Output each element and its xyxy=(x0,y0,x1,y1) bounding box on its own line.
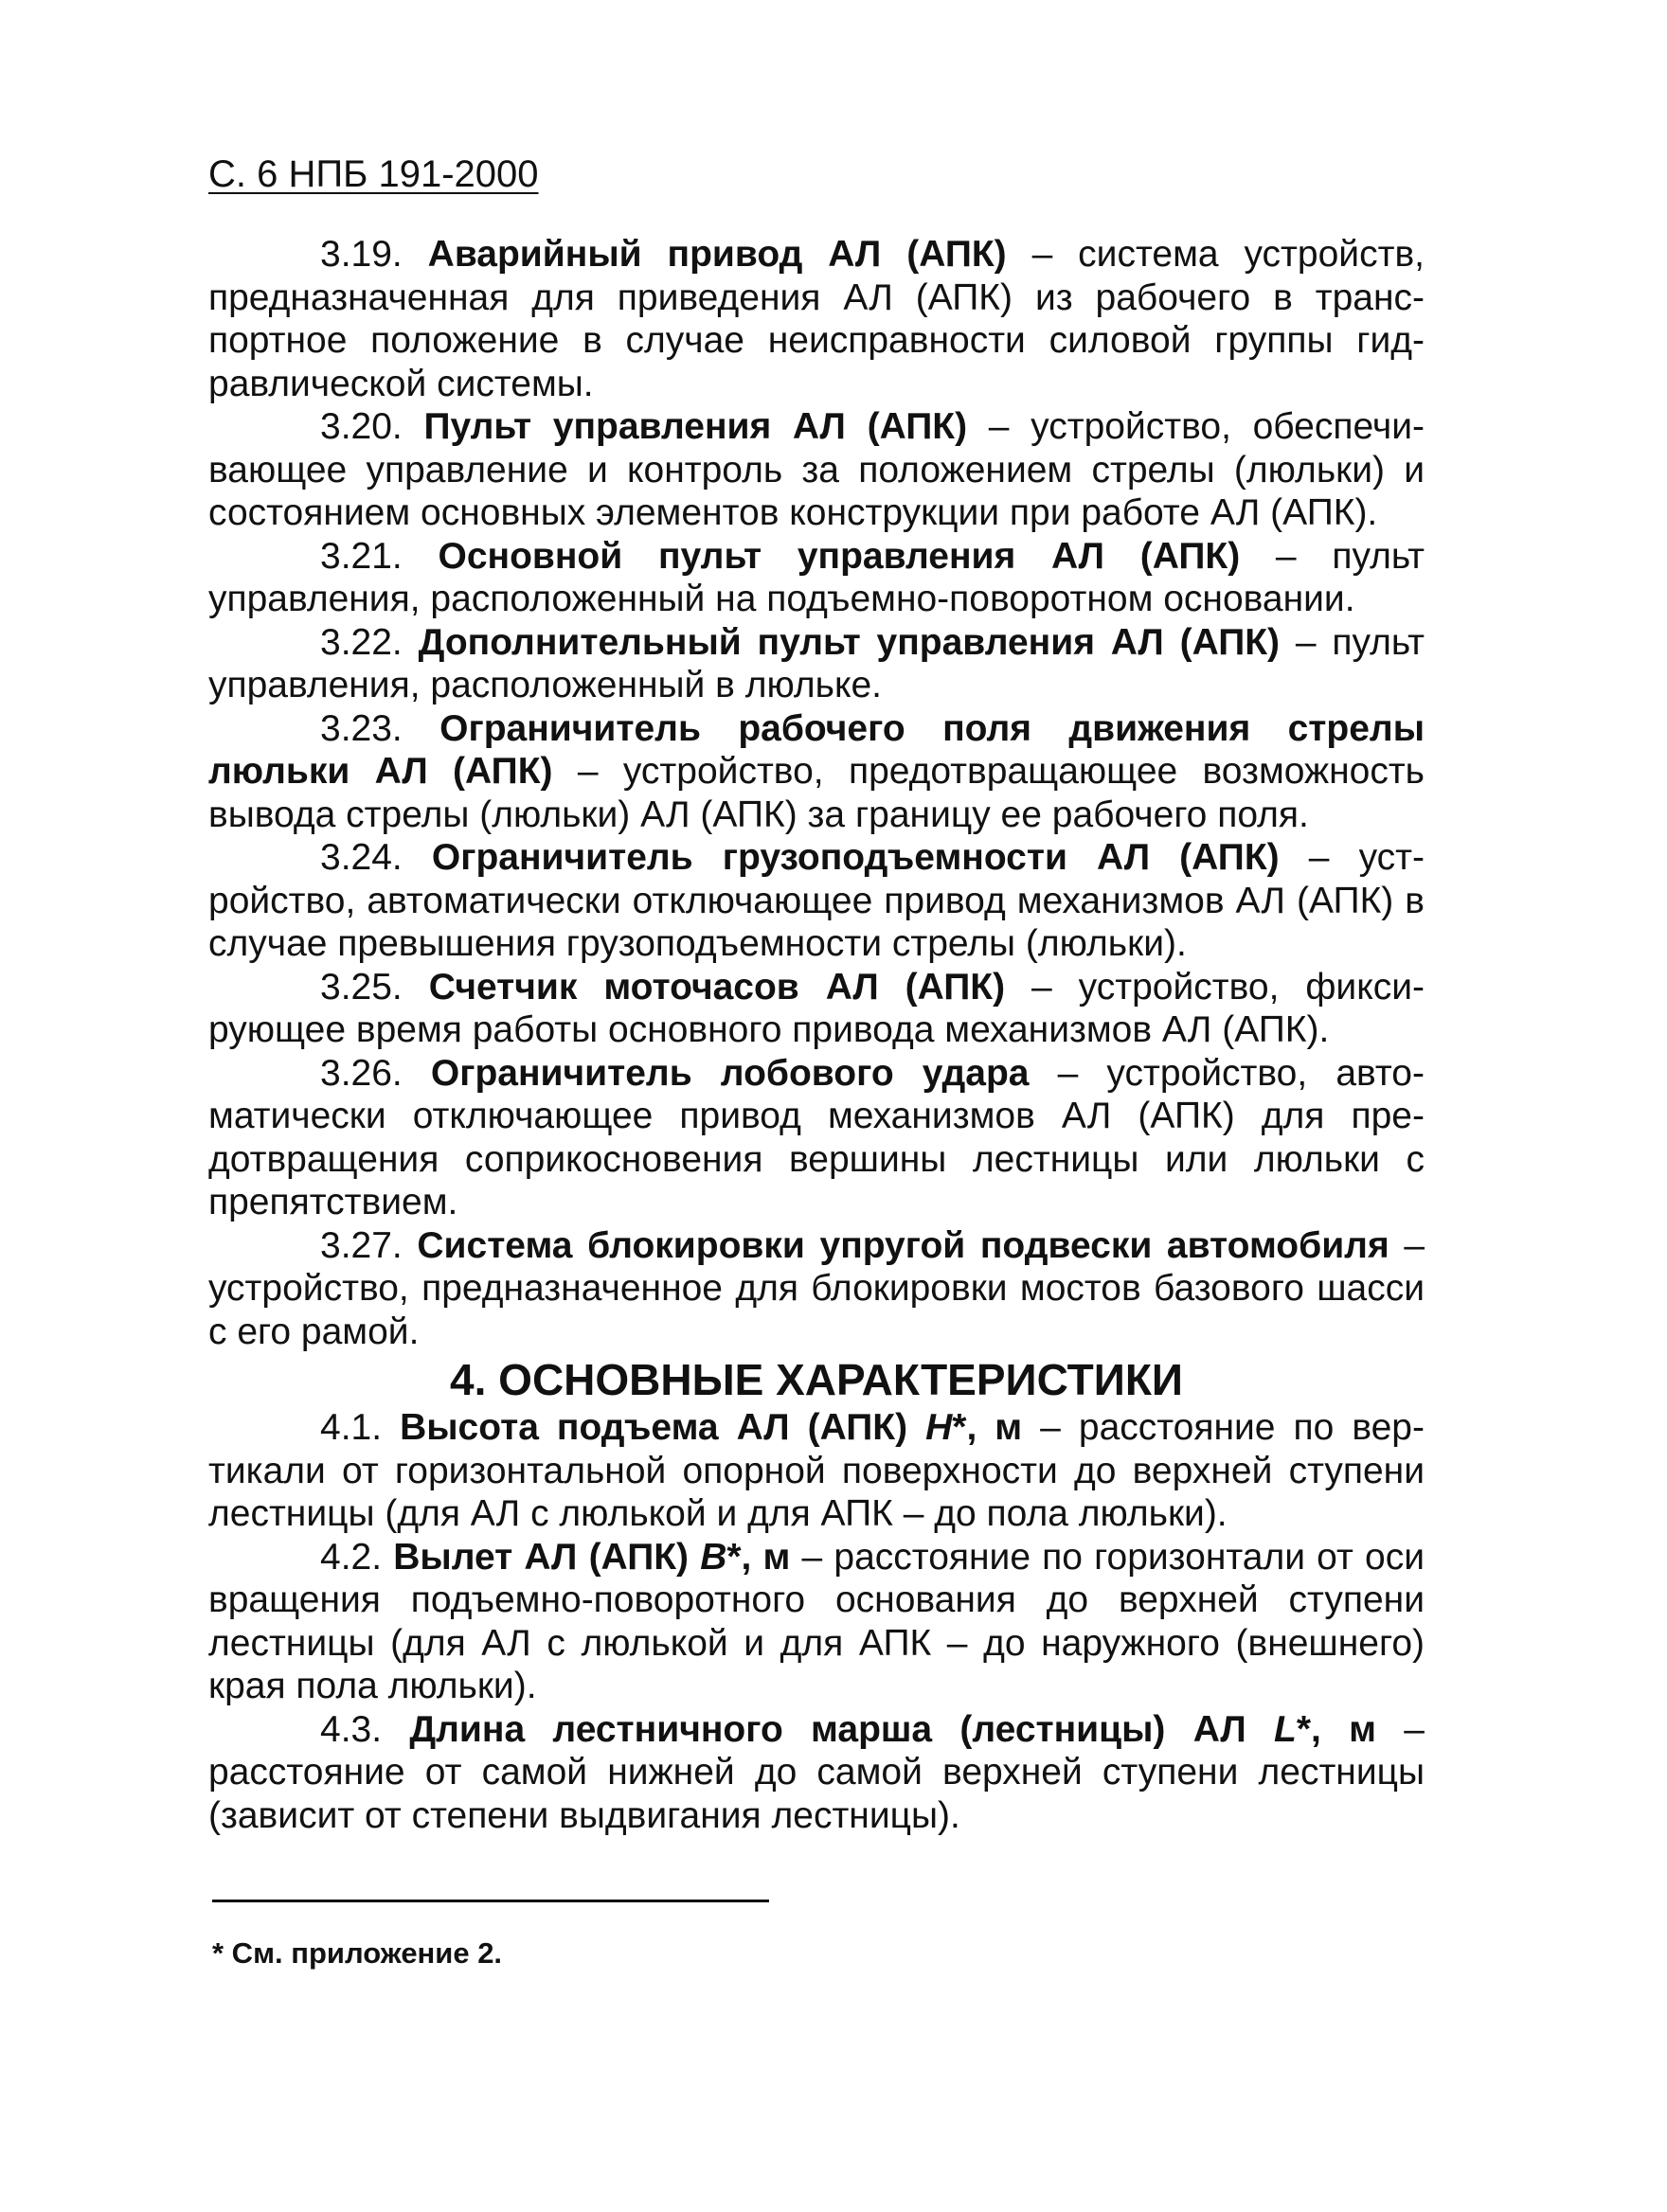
page-header: С. 6 НПБ 191-2000 xyxy=(208,153,539,195)
item-number: 3.24. xyxy=(320,837,403,878)
paragraph-4-3 xyxy=(208,1708,1425,1838)
paragraph-3-23 xyxy=(208,707,1425,837)
term: Пульт управления АЛ (АПК) xyxy=(423,406,968,447)
item-number: 3.26. xyxy=(320,1052,403,1094)
term: Ограничитель лобового удара xyxy=(430,1052,1030,1094)
paragraph-3-25 xyxy=(208,966,1425,1052)
term: Основной пульт управления АЛ (АПК) xyxy=(438,535,1241,577)
item-number: 3.21. xyxy=(320,535,403,577)
footnote-mark: * xyxy=(952,1407,967,1448)
item-number: 3.20. xyxy=(320,406,403,447)
footnote-mark: * xyxy=(1296,1708,1312,1750)
term-symbol: L xyxy=(1274,1708,1297,1750)
paragraph-4-2 xyxy=(208,1536,1425,1708)
definition: – система устройств, предназначенная для приведения АЛ (АПК) из рабочего в транспортное положение в случае неисправности силовой группы гидравлической системы. xyxy=(208,234,1425,404)
section-title: 4. ОСНОВНЫЕ ХАРАКТЕРИСТИКИ xyxy=(450,1355,1183,1404)
item-number: 3.27. xyxy=(320,1224,403,1266)
paragraph-3-24 xyxy=(208,836,1425,966)
definition: – пульт управления, расположенный на подъемно-поворотном основании. xyxy=(208,535,1425,619)
body-text xyxy=(208,233,1425,1837)
paragraph-3-20 xyxy=(208,405,1425,535)
term-text: Длина лестничного марша (лестницы) АЛ xyxy=(409,1708,1274,1750)
paragraph-3-22 xyxy=(208,621,1425,707)
term-unit: , м xyxy=(1311,1708,1376,1750)
term-unit: , м xyxy=(741,1536,791,1578)
term-text: Вылет АЛ (АПК) xyxy=(393,1536,701,1578)
definition: – устройство, предотвращающее возможность вывода стрелы (люльки) АЛ (АПК) за границу ее рабочего поля. xyxy=(208,751,1425,835)
item-number: 3.25. xyxy=(320,966,403,1008)
paragraph-3-26 xyxy=(208,1052,1425,1224)
item-number: 3.19. xyxy=(320,234,403,275)
term: Система блокировки упругой подвески автомобиля xyxy=(417,1224,1389,1266)
term xyxy=(393,1537,790,1578)
term: Аварийный привод АЛ (АПК) xyxy=(427,234,1007,275)
term-text: Высота подъема АЛ (АПК) xyxy=(400,1407,926,1448)
paragraph-3-19 xyxy=(208,233,1425,405)
definition: – устройство, обеспечивающее управление и контроль за положением стрелы (люльки) и состоянием основных элементов конструкции при работе АЛ (АПК). xyxy=(208,406,1425,533)
definition: – устройство, автоматически отключающее привод механизмов АЛ (АПК) в случае превышения грузоподъемности стрелы (люльки). xyxy=(208,837,1425,964)
term: Ограничитель грузоподъемности АЛ (АПК) xyxy=(431,837,1280,878)
paragraph-3-27 xyxy=(208,1224,1425,1354)
term-unit: , м xyxy=(966,1407,1023,1448)
term: Счетчик моточасов АЛ (АПК) xyxy=(428,966,1006,1008)
paragraph-4-1 xyxy=(208,1406,1425,1536)
item-number: 4.2. xyxy=(320,1536,383,1578)
term xyxy=(409,1709,1376,1750)
footnote: * См. приложение 2. xyxy=(212,1936,503,1970)
definition: – расстояние от самой нижней до самой верхней ступени лестницы (зависит от степени выдвигания лестницы). xyxy=(208,1708,1425,1836)
definition: – расстояние по горизонтали от оси вращения подъемно-поворотного основания до верхней ступени лестницы (для АЛ с люлькой и для АПК – до наружного (внешнего) края пола люльки). xyxy=(208,1536,1425,1706)
paragraph-3-21 xyxy=(208,535,1425,621)
item-number: 3.23. xyxy=(320,707,403,749)
footnote-separator xyxy=(212,1900,769,1902)
definition: – устройство, предназначенное для блокировки мостов базового шасси с его рамой. xyxy=(208,1224,1425,1352)
item-number: 3.22. xyxy=(320,621,403,663)
definition: – устройство, автоматически отключающее привод механизмов АЛ (АПК) для предотвращения соприкосновения вершины лестницы или люльки с препятствием. xyxy=(208,1052,1425,1222)
term-symbol: H xyxy=(925,1407,953,1448)
definition: – пульт управления, расположенный в люльке. xyxy=(208,621,1425,705)
item-number: 4.3. xyxy=(320,1708,383,1750)
definition: – устройство, фиксирующее время работы основного привода механизмов АЛ (АПК). xyxy=(208,966,1425,1050)
term: Дополнительный пульт управления АЛ (АПК) xyxy=(418,621,1281,663)
item-number: 4.1. xyxy=(320,1407,383,1448)
term xyxy=(400,1407,1022,1448)
term-symbol: B xyxy=(700,1536,727,1578)
definition: – расстояние по вертикали от горизонтальной опорной поверхности до верхней ступени лестницы (для АЛ с люлькой и для АПК – до пола люльки). xyxy=(208,1407,1425,1534)
term: Ограничитель рабочего поля движения стрелы люльки АЛ (АПК) xyxy=(208,707,1425,792)
footnote-mark: * xyxy=(726,1536,742,1578)
